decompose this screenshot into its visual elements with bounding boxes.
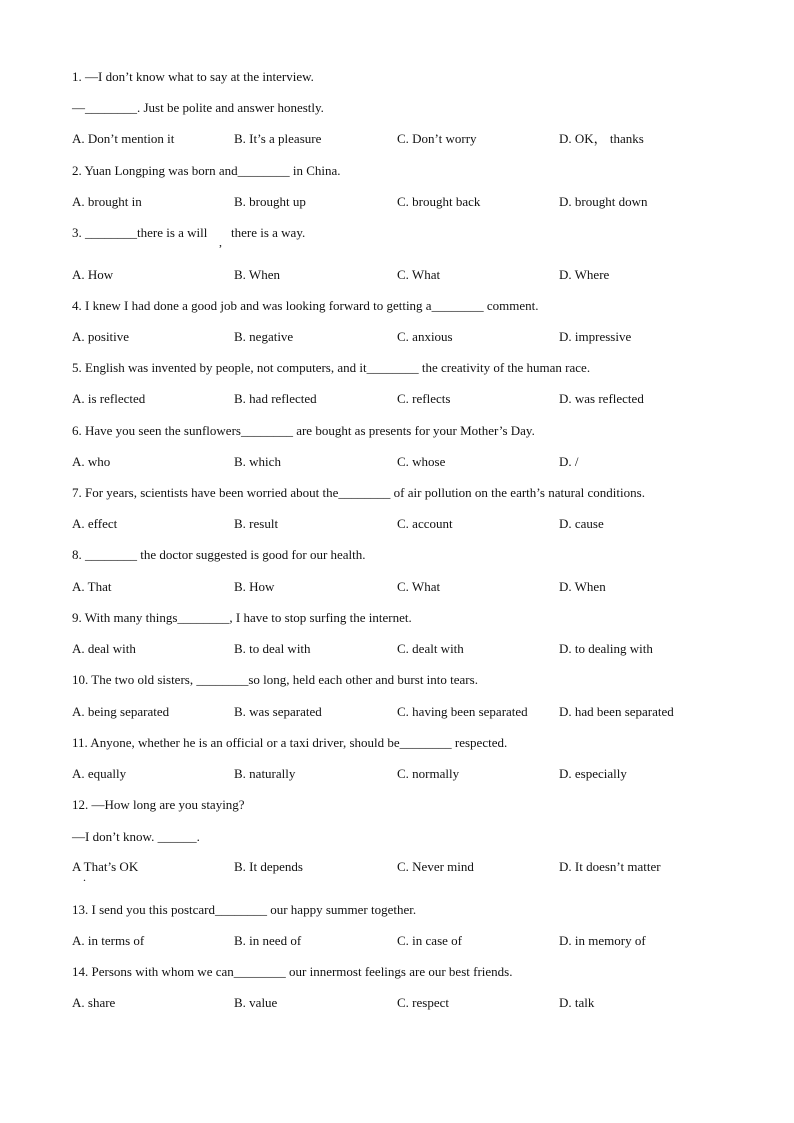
question-3-option-b: B. When	[234, 267, 280, 282]
question-5-stem: 5. English was invented by people, not computers, and it________ the creativity of the human race.	[72, 360, 591, 375]
question-10-option-d: D. had been separated	[559, 704, 674, 719]
question-12-option-a-dot-mark: .	[83, 870, 86, 884]
question-3-stem: 3. ________there is a will	[72, 225, 208, 240]
question-4-option-a: A. positive	[72, 329, 130, 344]
question-12-option-c: C. Never mind	[397, 859, 474, 874]
question-6-option-c: C. whose	[397, 454, 446, 469]
question-1-option-c: C. Don’t worry	[397, 131, 477, 146]
question-8-option-b: B. How	[234, 579, 275, 594]
question-7-option-c: C. account	[397, 516, 453, 531]
question-6-option-d: D. /	[559, 454, 579, 469]
question-6-stem: 6. Have you seen the sunflowers________ are bought as presents for your Mother’s Day.	[72, 423, 535, 438]
question-5-option-a: A. is reflected	[72, 391, 146, 406]
question-12-option-d: D. It doesn’t matter	[559, 859, 661, 874]
question-11-option-d: D. especially	[559, 766, 627, 781]
question-9-option-a: A. deal with	[72, 641, 136, 656]
question-1-stem: 1. —I don’t know what to say at the interview.	[72, 69, 314, 84]
question-3-stem-end: there is a way.	[231, 225, 306, 240]
question-14-option-d: D. talk	[559, 995, 595, 1010]
question-13-option-a: A. in terms of	[72, 933, 145, 948]
question-12-reply: —I don’t know. ______.	[72, 829, 200, 844]
question-2-option-c: C. brought back	[397, 194, 481, 209]
question-3-comma-mark: ,	[219, 235, 222, 249]
question-1-option-b: B. It’s a pleasure	[234, 131, 322, 146]
question-7-option-b: B. result	[234, 516, 279, 531]
question-10-option-b: B. was separated	[234, 704, 322, 719]
question-9-option-b: B. to deal with	[234, 641, 311, 656]
question-7-option-a: A. effect	[72, 516, 118, 531]
question-10-stem: 10. The two old sisters, ________so long, held each other and burst into tears.	[72, 672, 478, 687]
question-7-stem: 7. For years, scientists have been worried about the________ of air pollution on the earth’s natural conditions.	[72, 485, 645, 500]
question-10-option-c: C. having been separated	[397, 704, 528, 719]
question-1-reply: —________. Just be polite and answer honestly.	[72, 100, 324, 115]
question-13-option-c: C. in case of	[397, 933, 462, 948]
question-11-option-a: A. equally	[72, 766, 127, 781]
question-4-stem: 4. I knew I had done a good job and was looking forward to getting a________ comment.	[72, 298, 539, 313]
question-12-option-b: B. It depends	[234, 859, 303, 874]
question-4-option-d: D. impressive	[559, 329, 632, 344]
question-11-option-c: C. normally	[397, 766, 460, 781]
question-12-option-a: A That’s OK	[72, 859, 139, 874]
question-12-stem: 12. —How long are you staying?	[72, 797, 245, 812]
question-4-option-c: C. anxious	[397, 329, 453, 344]
question-14-option-b: B. value	[234, 995, 278, 1010]
question-14-option-c: C. respect	[397, 995, 449, 1010]
question-3-option-a: A. How	[72, 267, 114, 282]
question-8-option-c: C. What	[397, 579, 441, 594]
question-2-option-b: B. brought up	[234, 194, 306, 209]
question-8-stem: 8. ________ the doctor suggested is good for our health.	[72, 547, 366, 562]
question-13-option-b: B. in need of	[234, 933, 302, 948]
question-14-stem: 14. Persons with whom we can________ our innermost feelings are our best friends.	[72, 964, 513, 979]
question-6-option-a: A. who	[72, 454, 111, 469]
question-2-option-d: D. brought down	[559, 194, 648, 209]
question-8-option-d: D. When	[559, 579, 606, 594]
question-6-option-b: B. which	[234, 454, 281, 469]
question-2-stem: 2. Yuan Longping was born and________ in China.	[72, 163, 341, 178]
question-14-option-a: A. share	[72, 995, 116, 1010]
question-3-option-c: C. What	[397, 267, 441, 282]
question-1-option-d: D. OK， thanks	[559, 131, 644, 146]
question-5-option-b: B. had reflected	[234, 391, 317, 406]
question-8-option-a: A. That	[72, 579, 112, 594]
question-11-option-b: B. naturally	[234, 766, 296, 781]
question-13-stem: 13. I send you this postcard________ our happy summer together.	[72, 902, 417, 917]
question-9-option-d: D. to dealing with	[559, 641, 653, 656]
question-5-option-d: D. was reflected	[559, 391, 644, 406]
question-11-stem: 11. Anyone, whether he is an official or a taxi driver, should be________ respected.	[72, 735, 508, 750]
question-1-option-a: A. Don’t mention it	[72, 131, 175, 146]
question-9-stem: 9. With many things________, I have to stop surfing the internet.	[72, 610, 412, 625]
question-10-option-a: A. being separated	[72, 704, 170, 719]
question-9-option-c: C. dealt with	[397, 641, 464, 656]
question-13-option-d: D. in memory of	[559, 933, 646, 948]
question-5-option-c: C. reflects	[397, 391, 451, 406]
question-3-option-d: D. Where	[559, 267, 610, 282]
question-7-option-d: D. cause	[559, 516, 604, 531]
question-4-option-b: B. negative	[234, 329, 294, 344]
question-2-option-a: A. brought in	[72, 194, 142, 209]
